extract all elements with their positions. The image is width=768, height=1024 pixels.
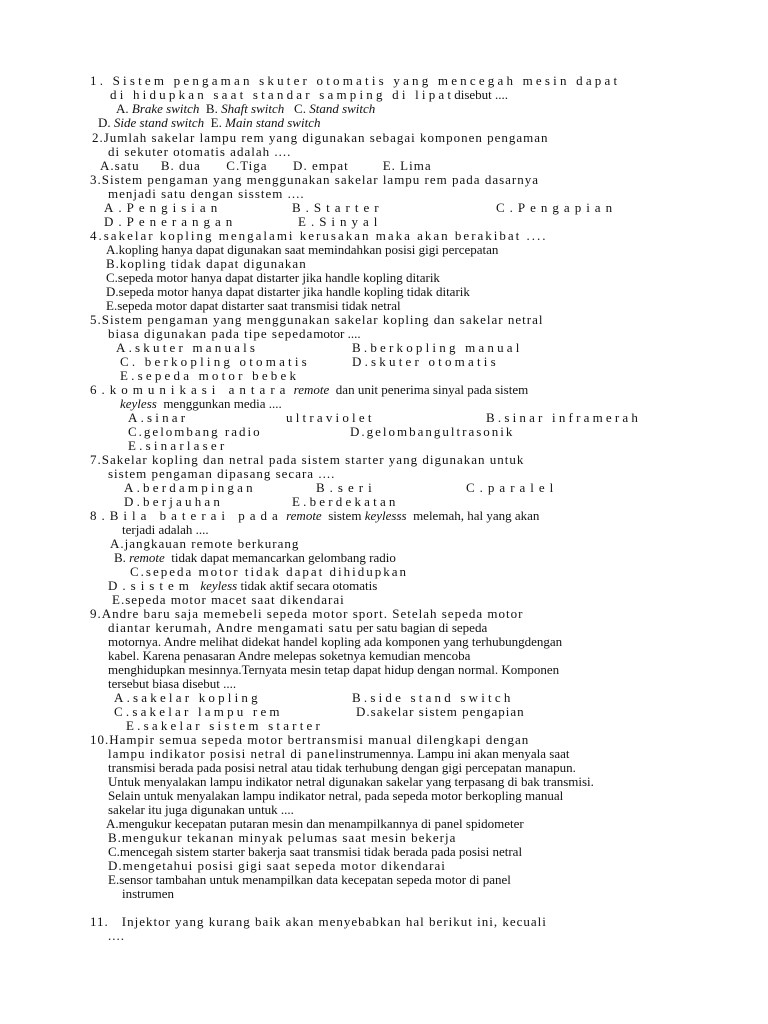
q8-option-d xyxy=(108,579,377,593)
q4-option-e: E.sepeda motor dapat distarter saat transmisi tidak netral xyxy=(106,298,401,313)
q4-option-d: D.sepeda motor hanya dapat distarter jika handle kopling tidak ditarik xyxy=(106,284,470,299)
q1-stem-line2 xyxy=(110,88,508,102)
q8-stem-line1a: 8.Bila baterai pada xyxy=(90,508,283,523)
q1-option-a: Brake switch xyxy=(131,101,200,116)
q7-option-c: C.paralel xyxy=(466,480,559,495)
q8-option-b-remote: remote xyxy=(129,550,165,565)
q6-stem-line1 xyxy=(90,383,528,397)
q8-option-e: E.sepeda motor macet saat dikendarai xyxy=(112,592,345,607)
q7-option-d: D.berjauhan xyxy=(124,494,224,509)
q1-option-a-label: A. xyxy=(116,101,129,116)
q8-stem-remote: remote xyxy=(286,508,322,523)
q6-stem-line1c: dan unit penerima sinyal pada sistem xyxy=(335,382,529,397)
q6-option-c: C.gelombang radio xyxy=(128,424,262,439)
q8-option-b-rest: tidak dapat memancarkan gelombang radio xyxy=(171,550,396,565)
q4-stem: 4.sakelar kopling mengalami kerusakan maka akan berakibat .... xyxy=(90,228,548,243)
q9-option-b: B.side stand switch xyxy=(352,690,514,705)
q1-option-d: Side stand switch xyxy=(113,115,205,130)
q4-option-a: A.kopling hanya dapat digunakan saat memindahkan posisi gigi percepatan xyxy=(106,242,499,257)
q6-option-e: E.sinarlaser xyxy=(128,438,228,453)
q6-option-a1: A.sinar xyxy=(128,410,189,425)
q9-stem-line5a: menghidupkan mesinnya. xyxy=(108,662,242,677)
q3-option-b: B.Starter xyxy=(292,200,384,215)
q10-option-d: D.mengetahui posisi gigi saat sepeda motor dikendarai xyxy=(108,858,446,873)
q2-stem-line2: di sekuter otomatis adalah .... xyxy=(108,144,292,159)
q5-stem-line2a: biasa digunakan pada tipe sepeda xyxy=(108,326,314,341)
q1-stem-line2a: di hidupkan saat standar samping di lipat xyxy=(110,87,455,102)
q10-stem-line3: transmisi berada pada posisi netral atau tidak terhubung dengan gigi percepatan manapun. xyxy=(108,760,576,775)
q8-stem-keyless: keylesss xyxy=(364,508,407,523)
q1-option-e-label: E. xyxy=(210,115,222,130)
q6-option-d: D.gelombangultrasonik xyxy=(350,424,515,439)
q9-stem-line3b: dengan xyxy=(524,634,563,649)
q7-stem-line1: 7.Sakelar kopling dan netral pada sistem starter yang digunakan untuk xyxy=(90,452,525,467)
q1-stem-line2b: disebut .... xyxy=(454,87,509,102)
q7-stem-line2: sistem pengaman dipasang secara .... xyxy=(108,466,336,481)
q5-stem-line1: 5.Sistem pengaman yang menggunakan sakelar kopling dan sakelar netral xyxy=(90,312,544,327)
q9-option-e: E.sakelar sistem starter xyxy=(126,718,324,733)
q6-stem-remote: remote xyxy=(293,382,330,397)
q10-stem-line2 xyxy=(108,747,570,761)
q7-option-b: B.seri xyxy=(316,480,377,495)
q6-stem-keyless: keyless xyxy=(120,396,157,411)
q9-stem-line2a: diantar kerumah, Andre mengamati satu xyxy=(108,620,354,635)
q3-option-e: E.Sinyal xyxy=(298,214,383,229)
q10-option-c: C.mencegah sistem starter bakerja saat transmisi tidak berada pada posisi netral xyxy=(108,844,523,859)
q10-option-e-line1: E.sensor tambahan untuk menampilkan data kecepatan sepeda motor di panel xyxy=(108,872,511,887)
q1-option-b: Shaft switch xyxy=(221,101,285,116)
q3-option-c: C.Pengapian xyxy=(496,200,618,215)
q10-option-b: B.mengukur tekanan minyak pelumas saat mesin bekerja xyxy=(108,830,457,845)
q9-option-a: A.sakelar kopling xyxy=(114,690,261,705)
q7-option-e: E.berdekatan xyxy=(292,494,399,509)
q8-option-d-a: D.sistem xyxy=(108,578,194,593)
q4-option-b: B.kopling tidak dapat digunakan xyxy=(106,256,307,271)
q6-stem-line1a: 6.komunikasi antara xyxy=(90,382,291,397)
q1-option-e: Main stand switch xyxy=(225,115,321,130)
q6-stem-line2 xyxy=(120,397,282,411)
q8-stem-line1e: melemah, hal yang akan xyxy=(413,508,540,523)
q5-option-e: E.sepeda motor bebek xyxy=(120,368,300,383)
q6-stem-line2b: menggunkan media .... xyxy=(163,396,282,411)
q11-number: 11. xyxy=(90,914,109,929)
q10-option-a: A.mengukur kecepatan putaran mesin dan menampilkannya di panel spidometer xyxy=(106,816,524,831)
q10-stem-line5: Selain untuk menyalakan lampu indikator netral, pada sepeda motor berkopling manual xyxy=(108,788,564,803)
q10-stem-line6: sakelar itu juga digunakan untuk .... xyxy=(108,802,294,817)
q8-stem-line2: terjadi adalah .... xyxy=(122,522,209,537)
q8-option-c: C.sepeda motor tidak dapat dihidupkan xyxy=(130,564,408,579)
q11-stem-line2: .... xyxy=(108,928,125,943)
q5-option-c: C. berkopling otomatis xyxy=(120,354,310,369)
q9-stem-line2b: per satu bagian di sepeda xyxy=(356,620,488,635)
q5-stem-line2 xyxy=(108,327,361,341)
q6-option-b: B.sinar inframerah xyxy=(486,410,642,425)
q8-stem-line1 xyxy=(90,509,539,523)
q9-stem-line5b: Ternyata mesin tetap dapat hidup dengan normal. Komponen xyxy=(241,662,560,677)
q1-option-b-label: B. xyxy=(205,101,218,116)
q5-option-b: B.berkopling manual xyxy=(352,340,523,355)
q11-stem-text: Injektor yang kurang baik akan menyebabkan hal berikut ini, kecuali xyxy=(121,914,547,929)
q9-stem-line3a: motornya. Andre melihat didekat handel kopling ada komponen yang terhubung xyxy=(108,634,525,649)
q3-stem-line1: 3.Sistem pengaman yang menggunakan sakelar lampu rem pada dasarnya xyxy=(90,172,540,187)
q4-option-c: C.sepeda motor hanya dapat distarter jika handle kopling ditarik xyxy=(106,270,440,285)
q9-stem-line4: kabel. Karena penasaran Andre melepas soketnya kemudian mencoba xyxy=(108,648,471,663)
q3-option-d: D.Penerangan xyxy=(104,214,238,229)
q8-option-b-label: B. xyxy=(114,550,126,565)
q8-stem-sistem: sistem xyxy=(328,508,362,523)
q9-stem-line3 xyxy=(108,635,562,649)
q1-stem-line1: 1. Sistem pengaman skuter otomatis yang mencegah mesin dapat xyxy=(90,73,621,88)
q3-option-a: A.Pengisian xyxy=(104,200,223,215)
q9-option-c: C.sakelar lampu rem xyxy=(114,704,283,719)
q1-option-d-label: D. xyxy=(98,115,111,130)
q11-stem-line1 xyxy=(90,915,547,929)
q3-stem-line2: menjadi satu dengan sisstem .... xyxy=(108,186,305,201)
q9-stem-line2 xyxy=(108,621,487,635)
q2-options: A.satu B. dua C.Tiga D. empat E. Lima xyxy=(100,158,432,173)
q5-option-d: D.skuter otomatis xyxy=(352,354,499,369)
q1-option-c-label: C. xyxy=(294,101,306,116)
q2-stem-line1: 2.Jumlah sakelar lampu rem yang digunakan sebagai komponen pengaman xyxy=(92,130,549,145)
q1-options-row2 xyxy=(98,116,320,130)
q5-option-a: A.skuter manuals xyxy=(116,340,259,355)
q10-stem-line2b: instrumennya. Lampu ini akan menyala saat xyxy=(339,746,570,761)
q10-stem-line2a: lampu indikator posisi netral di panel xyxy=(108,746,340,761)
q1-options-row1 xyxy=(116,102,375,116)
q8-option-d-keyless: keyless xyxy=(200,578,238,593)
q10-option-e-line2: instrumen xyxy=(122,886,174,901)
q8-option-d-c: tidak aktif secara otomatis xyxy=(240,578,378,593)
q6-option-a2: ultraviolet xyxy=(286,410,375,425)
q10-stem-line4: Untuk menyalakan lampu indikator netral digunakan sakelar yang terpasang di bak transmisi. xyxy=(108,774,594,789)
q7-option-a: A.berdampingan xyxy=(124,480,256,495)
q1-option-c: Stand switch xyxy=(309,101,376,116)
q9-stem-line1: 9.Andre baru saja memebeli sepeda motor sport. Setelah sepeda motor xyxy=(90,606,524,621)
q8-option-b xyxy=(114,551,396,565)
q10-stem-line1: 10.Hampir semua sepeda motor bertransmisi manual dilengkapi dengan xyxy=(90,732,530,747)
q5-stem-line2b: motor .... xyxy=(313,326,361,341)
q9-stem-line6: tersebut biasa disebut .... xyxy=(108,676,237,691)
q9-stem-line5 xyxy=(108,663,559,677)
q9-option-d: D.sakelar sistem pengapian xyxy=(356,704,525,719)
q8-option-a: A.jangkauan remote berkurang xyxy=(110,536,300,551)
